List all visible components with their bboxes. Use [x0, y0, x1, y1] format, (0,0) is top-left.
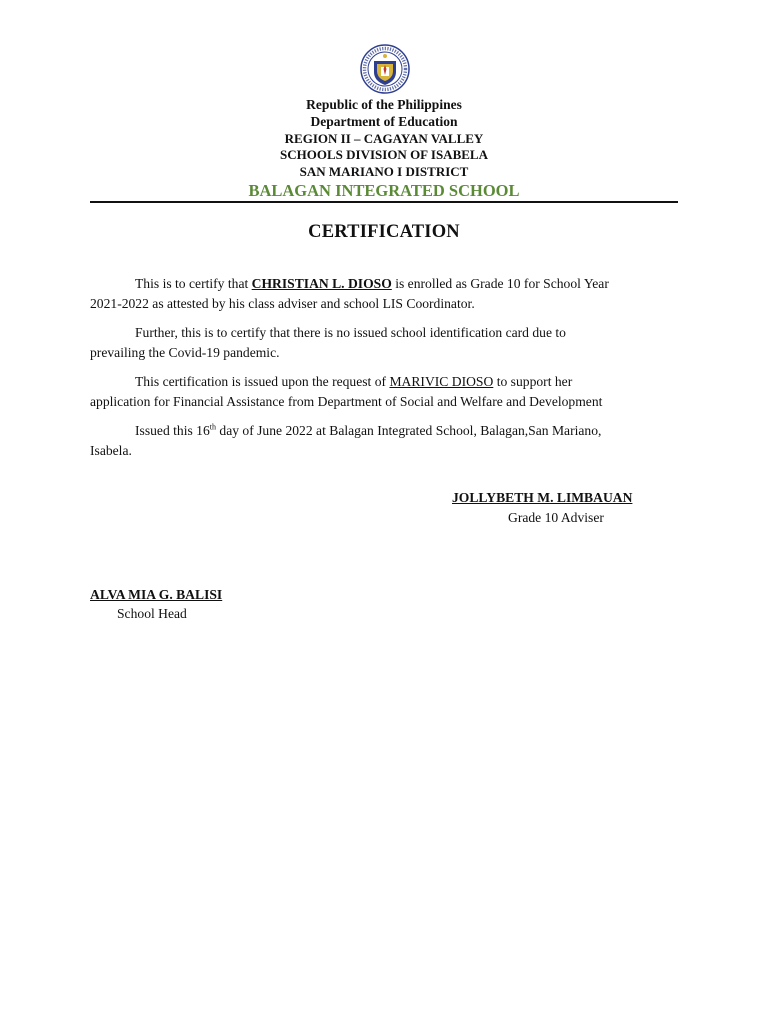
department-line: Department of Education: [310, 113, 458, 129]
student-name: CHRISTIAN L. DIOSO: [251, 276, 392, 291]
paragraph-id-card: [90, 323, 680, 362]
division-line: SCHOOLS DIVISION OF ISABELA: [280, 147, 488, 163]
p1-text-c: 2021-2022 as attested by his class adviser and school LIS Coordinator.: [90, 295, 475, 311]
p3-text-a: This certification is issued upon the request of: [135, 374, 390, 389]
adviser-name: JOLLYBETH M. LIMBAUAN: [452, 490, 633, 505]
header-divider: [90, 201, 678, 203]
requester-name: MARIVIC DIOSO: [389, 374, 494, 389]
school-head-name: ALVA MIA G. BALISI: [90, 587, 223, 602]
p2-text-b: prevailing the Covid-19 pandemic.: [90, 344, 280, 360]
p4-ordinal: th: [209, 422, 216, 432]
letterhead: [0, 97, 768, 201]
paragraph-request: [90, 372, 680, 411]
p2-text-a: Further, this is to certify that there is no issued school identification card due to: [135, 325, 566, 340]
p3-text-c: application for Financial Assistance from Department of Social and Welfare and Development: [90, 393, 603, 409]
paragraph-issued: [90, 421, 680, 460]
p4-text-c: Isabela.: [90, 442, 132, 458]
school-name: BALAGAN INTEGRATED SCHOOL: [248, 180, 520, 200]
p3-text-b: to support her: [493, 374, 573, 389]
p4-text-a: Issued this 16: [135, 423, 210, 438]
region-line: REGION II – CAGAYAN VALLEY: [284, 130, 484, 146]
paragraph-enrollment: [90, 274, 680, 313]
adviser-title: Grade 10 Adviser: [508, 510, 604, 525]
deped-seal-icon: [360, 44, 410, 94]
p1-text-b: is enrolled as Grade 10 for School Year: [391, 276, 609, 291]
p4-text-b: day of June 2022 at Balagan Integrated School, Balagan,San Mariano,: [216, 423, 602, 438]
republic-line: Republic of the Philippines: [306, 97, 462, 112]
school-head-title: School Head: [117, 606, 187, 621]
document-title: CERTIFICATION: [308, 222, 460, 242]
p1-text-a: This is to certify that: [135, 276, 252, 291]
district-line: SAN MARIANO I DISTRICT: [299, 164, 469, 180]
